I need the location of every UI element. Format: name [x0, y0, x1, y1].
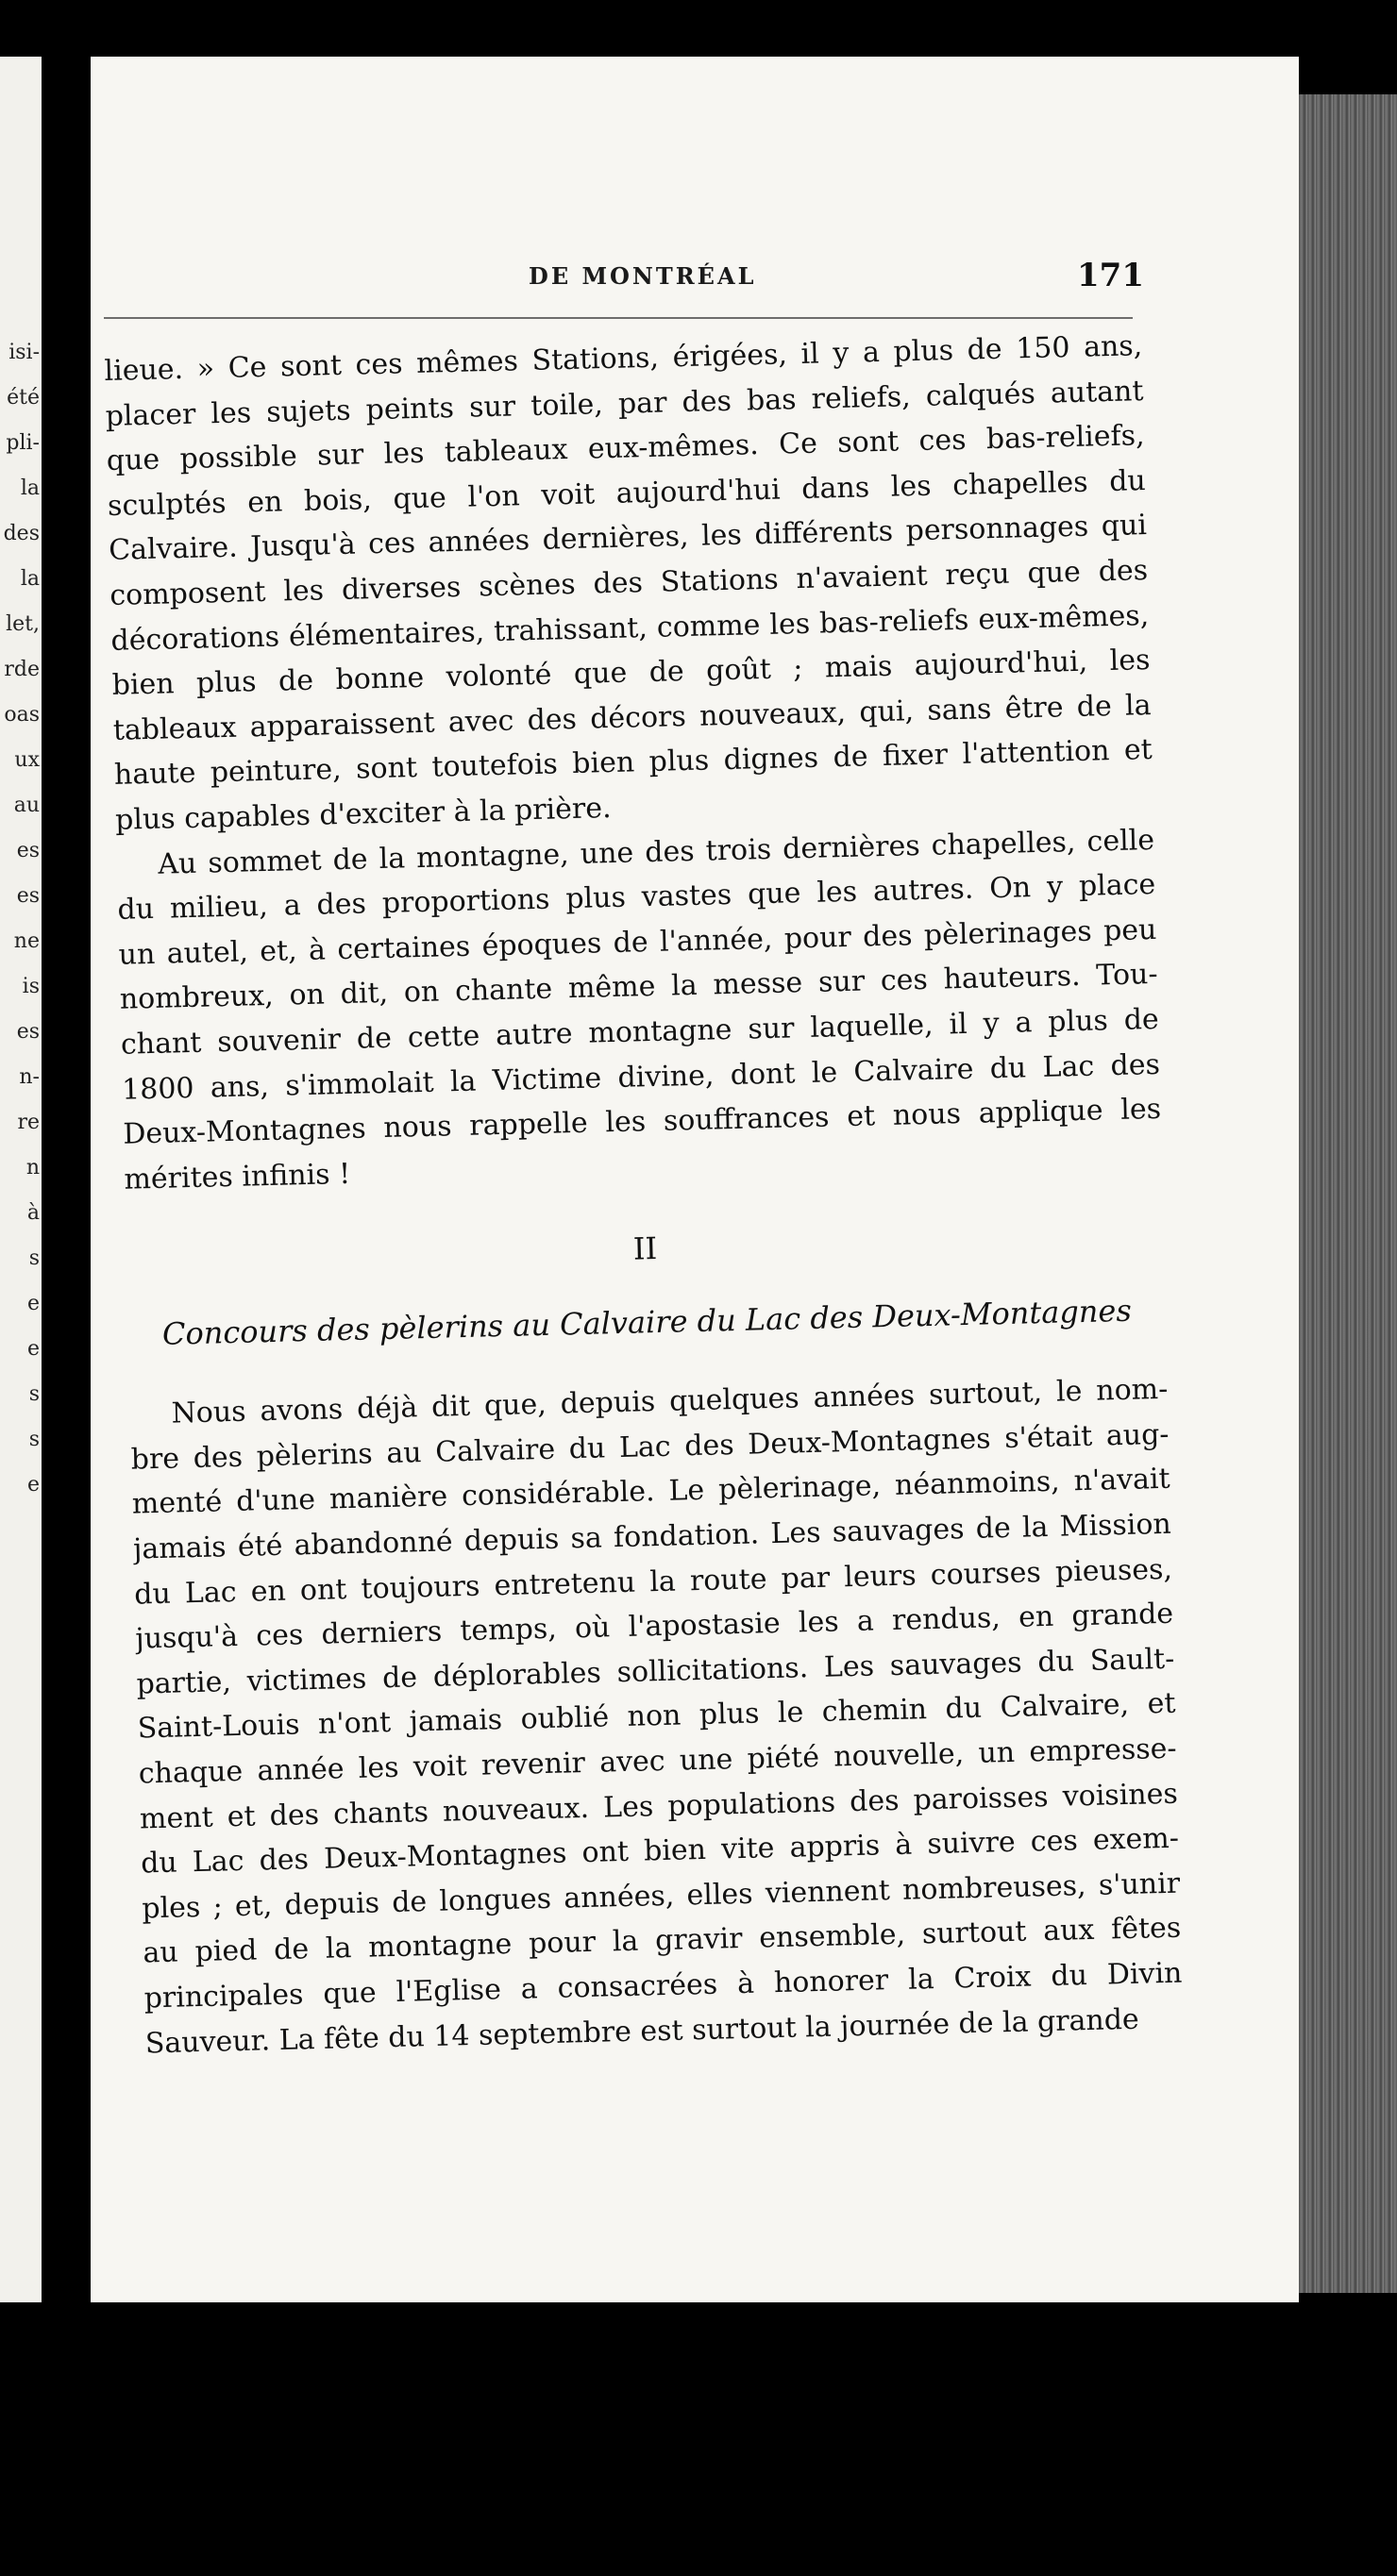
- running-header: [94, 219, 1144, 294]
- text-line: tableaux apparaissent avec des décors nouveaux, qui, sans être de la: [112, 688, 1152, 747]
- text-line: du Lac en ont toujours entretenu la route par leurs courses pieuses,: [133, 1552, 1173, 1612]
- text-line: au pied de la montagne pour la gravir ensemble, surtout aux fêtes: [143, 1912, 1182, 1970]
- margin-fragment: is: [22, 975, 40, 998]
- section-number: II: [632, 1230, 658, 1267]
- margin-fragment: es: [16, 839, 40, 862]
- page-number: 171: [1077, 257, 1144, 294]
- page-stack-edge: [1299, 94, 1397, 2293]
- margin-fragment: let,: [6, 612, 40, 636]
- margin-fragment: ne: [13, 929, 40, 953]
- text-line: ples ; et, depuis de longues années, elles viennent nombreuses, s'unir: [141, 1866, 1181, 1926]
- margin-fragment: e: [26, 1292, 40, 1315]
- text-line: haute peinture, sont toutefois bien plus dignes de fixer l'attention et: [113, 733, 1153, 793]
- header-rule: [104, 317, 1133, 319]
- text-line: chant souvenir de cette autre montagne sur laquelle, il y a plus de: [120, 1002, 1160, 1062]
- margin-fragment: n-: [19, 1065, 40, 1089]
- text-line: Deux-Montagnes nous rappelle les souffrances et nous applique les: [122, 1092, 1162, 1151]
- paragraph-2: [116, 817, 1163, 1202]
- text-line: jusqu'à ces derniers temps, où l'apostasie les a rendus, en grande: [134, 1597, 1174, 1656]
- paragraph-3: [129, 1367, 1184, 2066]
- text-line: décorations élémentaires, trahissant, comme les bas-reliefs eux-mêmes,: [110, 598, 1150, 658]
- text-line: Calvaire. Jusqu'à ces années dernières, les différents personnages qui: [108, 509, 1148, 568]
- text-line: Sauveur. La fête du 14 septembre est surtout la journée de la grande: [144, 2002, 1140, 2061]
- text-line: composent les diverses scènes des Stations n'avaient reçu que des: [109, 554, 1149, 612]
- margin-fragment: e: [26, 1473, 40, 1497]
- text-line: menté d'une manière considérable. Le pèlerinage, néanmoins, n'avait: [131, 1463, 1171, 1522]
- text-line: que possible sur les tableaux eux-mêmes. Ce sont ces bas-reliefs,: [106, 419, 1145, 478]
- paragraph-1: [104, 324, 1153, 843]
- margin-fragment: s: [28, 1246, 40, 1270]
- text-line: un autel, et, à certaines époques de l'année, pour des pèlerinages peu: [118, 912, 1157, 972]
- page-body: [104, 324, 1184, 2066]
- margin-fragment: s: [28, 1382, 40, 1406]
- text-line: placer les sujets peints sur toile, par des bas reliefs, calqués autant: [105, 374, 1144, 433]
- text-line: Au sommet de la montagne, une des trois dernières chapelles, celle: [157, 823, 1155, 881]
- margin-fragment: des: [3, 522, 40, 545]
- text-line: lieue. » Ce sont ces mêmes Stations, érigées, il y a plus de 150 ans,: [104, 329, 1143, 388]
- facing-page-margin-text: [0, 57, 42, 2576]
- text-line: sculptés en bois, que l'on voit aujourd'hui dans les chapelles du: [107, 463, 1147, 523]
- text-line: bien plus de bonne volonté que de goût ; mais aujourd'hui, les: [111, 644, 1151, 703]
- text-line: Nous avons déjà dit que, depuis quelques années surtout, le nom-: [171, 1373, 1169, 1430]
- text-line: 1800 ans, s'immolait la Victime divine, dont le Calvaire du Lac des: [121, 1047, 1161, 1107]
- section-title: Concours des pèlerins au Calvaire du Lac des Deux-Montagnes: [161, 1292, 1133, 1353]
- margin-fragment: à: [26, 1201, 40, 1225]
- margin-fragment: re: [17, 1111, 40, 1134]
- margin-fragment: ux: [14, 748, 40, 772]
- margin-fragment: isi-: [8, 341, 40, 364]
- text-line: partie, victimes de déplorables sollicitations. Les sauvages du Sault-: [136, 1642, 1175, 1701]
- margin-fragment: été: [7, 386, 40, 410]
- margin-fragment: s: [28, 1428, 40, 1451]
- text-line: principales que l'Eglise a consacrées à honorer la Croix du Divin: [143, 1956, 1183, 2016]
- text-line: bre des pèlerins au Calvaire du Lac des Deux-Montagnes s'était aug-: [130, 1417, 1170, 1477]
- text-line: du Lac des Deux-Montagnes ont bien vite appris à suivre ces exem-: [140, 1821, 1180, 1881]
- text-line: Saint-Louis n'ont jamais oublié non plus le chemin du Calvaire, et: [137, 1687, 1176, 1746]
- text-line: nombreux, on dit, on chante même la messe sur ces hauteurs. Tou-: [119, 958, 1158, 1017]
- running-title: DE MONTRÉAL: [529, 262, 757, 290]
- margin-fragment: oas: [4, 703, 40, 727]
- margin-fragment: es: [16, 1020, 40, 1044]
- text-line: jamais été abandonné depuis sa fondation. Les sauvages de la Mission: [132, 1507, 1172, 1566]
- text-line: du milieu, a des proportions plus vastes que les autres. On y place: [117, 868, 1156, 927]
- margin-fragment: au: [13, 794, 40, 817]
- facing-page-edge: [0, 57, 42, 2302]
- margin-fragment: rde: [4, 658, 40, 681]
- text-line: mérites infinis !: [124, 1157, 351, 1196]
- text-line: ment et des chants nouveaux. Les populations des paroisses voisines: [139, 1777, 1179, 1836]
- text-line: plus capables d'exciter à la prière.: [114, 791, 612, 837]
- text-line: chaque année les voit revenir avec une piété nouvelle, un empresse-: [138, 1731, 1178, 1791]
- margin-fragment: la: [20, 477, 40, 500]
- margin-fragment: e: [26, 1337, 40, 1361]
- margin-fragment: la: [20, 567, 40, 591]
- margin-fragment: pli-: [6, 431, 40, 455]
- margin-fragment: es: [16, 884, 40, 908]
- margin-fragment: n: [25, 1156, 40, 1179]
